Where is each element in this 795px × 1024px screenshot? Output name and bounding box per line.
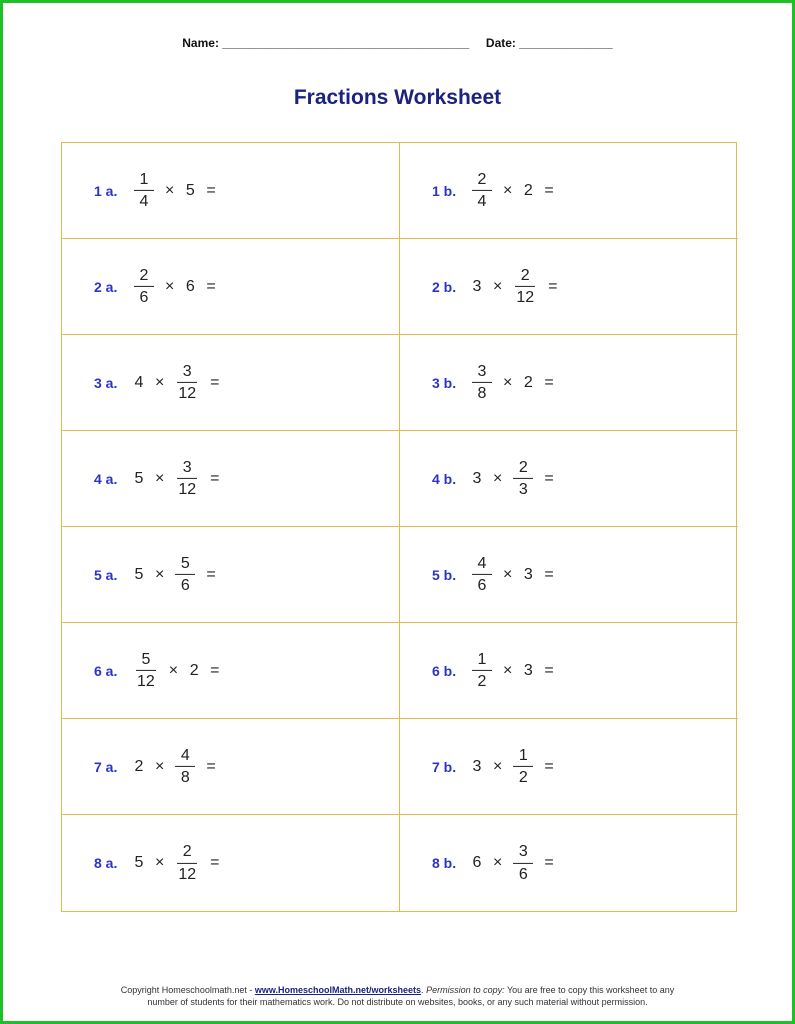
problem-expression bbox=[470, 458, 554, 498]
problem-expression bbox=[132, 554, 216, 594]
date-label: Date: bbox=[485, 36, 516, 50]
problem-expression bbox=[470, 362, 554, 402]
fraction-denominator: 8 bbox=[180, 769, 190, 786]
fraction-numerator: 3 bbox=[177, 362, 197, 383]
multiply-sign: × bbox=[503, 373, 513, 391]
multiply-sign: × bbox=[493, 469, 503, 487]
fraction-denominator: 4 bbox=[139, 193, 149, 210]
worksheet-title: Fractions Worksheet bbox=[293, 86, 502, 109]
footer-copyright: Copyright Homeschoolmath.net - bbox=[120, 985, 255, 995]
problem-label: 2 b. bbox=[432, 278, 457, 295]
fraction bbox=[175, 458, 199, 498]
whole-number: 2 bbox=[523, 181, 533, 199]
whole-number: 2 bbox=[134, 757, 144, 775]
name-label: Name: bbox=[182, 36, 219, 50]
whole-number: 3 bbox=[523, 661, 533, 679]
whole-number: 2 bbox=[523, 373, 533, 391]
fraction bbox=[134, 170, 154, 210]
multiply-sign: × bbox=[155, 854, 165, 871]
problem-cell bbox=[400, 431, 738, 527]
equals-sign: = bbox=[544, 181, 554, 199]
fraction bbox=[513, 458, 533, 498]
multiply-sign: × bbox=[155, 757, 165, 775]
problem-expression bbox=[470, 746, 554, 786]
multiply-sign: × bbox=[155, 469, 165, 487]
fraction bbox=[175, 843, 199, 883]
problem-expression bbox=[470, 650, 554, 690]
equals-sign: = bbox=[206, 181, 216, 199]
problem-grid bbox=[61, 142, 737, 912]
footer-permission-label: Permission to copy: bbox=[426, 985, 505, 995]
problem-expression bbox=[132, 843, 219, 883]
problem-label: 3 b. bbox=[432, 374, 457, 391]
whole-number: 4 bbox=[134, 373, 144, 391]
problem-expression bbox=[132, 266, 216, 306]
fraction-numerator: 2 bbox=[134, 266, 154, 287]
fraction-denominator: 6 bbox=[139, 289, 149, 306]
footer-line-1 bbox=[3, 984, 792, 996]
fraction-denominator: 6 bbox=[180, 577, 190, 594]
whole-number: 5 bbox=[134, 854, 144, 871]
multiply-sign: × bbox=[165, 181, 175, 199]
problem-cell bbox=[62, 143, 400, 239]
equals-sign: = bbox=[544, 565, 554, 583]
multiply-sign: × bbox=[155, 373, 165, 391]
multiply-sign: × bbox=[165, 277, 175, 295]
fraction-numerator: 3 bbox=[472, 362, 492, 383]
problem-label: 1 b. bbox=[432, 182, 457, 199]
fraction bbox=[134, 266, 154, 306]
equals-sign: = bbox=[544, 854, 554, 871]
fraction bbox=[175, 362, 199, 402]
problem-label: 5 b. bbox=[432, 566, 457, 583]
fraction-numerator: 5 bbox=[175, 554, 195, 575]
problem-expression bbox=[132, 362, 219, 402]
equals-sign: = bbox=[544, 661, 554, 679]
fraction-numerator: 3 bbox=[513, 843, 533, 864]
fraction-numerator: 5 bbox=[136, 650, 156, 671]
fraction bbox=[472, 170, 492, 210]
problem-label: 2 a. bbox=[94, 278, 118, 295]
problem-cell bbox=[62, 335, 400, 431]
whole-number: 6 bbox=[472, 854, 482, 871]
problem-cell bbox=[400, 623, 738, 719]
problem-cell bbox=[62, 815, 400, 911]
problem-label: 6 a. bbox=[94, 662, 118, 679]
fraction-numerator: 4 bbox=[175, 746, 195, 767]
equals-sign: = bbox=[544, 469, 554, 487]
student-info-line bbox=[3, 36, 792, 50]
problem-cell bbox=[62, 239, 400, 335]
fraction-numerator: 2 bbox=[513, 458, 533, 479]
equals-sign: = bbox=[206, 565, 216, 583]
problem-label: 4 b. bbox=[432, 470, 457, 487]
problem-expression bbox=[470, 843, 554, 883]
fraction-denominator: 8 bbox=[477, 385, 487, 402]
multiply-sign: × bbox=[155, 565, 165, 583]
fraction-numerator: 3 bbox=[177, 458, 197, 479]
fraction bbox=[175, 746, 195, 786]
fraction-denominator: 12 bbox=[178, 385, 197, 402]
problem-expression bbox=[132, 170, 216, 210]
problem-label: 8 b. bbox=[432, 855, 457, 871]
problem-cell bbox=[400, 239, 738, 335]
problem-cell bbox=[400, 143, 738, 239]
problem-expression bbox=[132, 458, 219, 498]
problem-label: 1 a. bbox=[94, 182, 118, 199]
fraction-denominator: 12 bbox=[178, 481, 197, 498]
fraction-denominator: 2 bbox=[518, 769, 528, 786]
multiply-sign: × bbox=[493, 854, 503, 871]
fraction-denominator: 3 bbox=[518, 481, 528, 498]
whole-number: 6 bbox=[185, 277, 195, 295]
fraction bbox=[472, 362, 492, 402]
multiply-sign: × bbox=[503, 661, 513, 679]
equals-sign: = bbox=[210, 469, 220, 487]
equals-sign: = bbox=[210, 661, 220, 679]
fraction-numerator: 2 bbox=[177, 843, 197, 864]
fraction-denominator: 4 bbox=[477, 193, 487, 210]
problem-label: 6 b. bbox=[432, 662, 457, 679]
fraction bbox=[513, 266, 537, 306]
problem-label: 5 a. bbox=[94, 566, 118, 583]
fraction-denominator: 12 bbox=[178, 865, 197, 883]
problem-cell bbox=[400, 815, 738, 911]
equals-sign: = bbox=[206, 757, 216, 775]
equals-sign: = bbox=[210, 373, 220, 391]
problem-expression bbox=[132, 650, 219, 690]
whole-number: 3 bbox=[472, 469, 482, 487]
fraction-numerator: 4 bbox=[472, 554, 492, 575]
footer-permission-text-1: You are free to copy this worksheet to any bbox=[504, 985, 675, 995]
fraction-numerator: 2 bbox=[472, 170, 492, 191]
problem-cell bbox=[62, 623, 400, 719]
equals-sign: = bbox=[210, 854, 220, 871]
footer-line-2: number of students for their mathematics work. Do not distribute on websites, books, or any such material without permission. bbox=[147, 997, 648, 1007]
date-blank: ______________ bbox=[519, 36, 613, 50]
fraction-numerator: 1 bbox=[513, 746, 533, 767]
fraction-numerator: 2 bbox=[515, 266, 535, 287]
copyright-footer bbox=[3, 984, 792, 1008]
problem-cell bbox=[62, 527, 400, 623]
problem-label: 4 a. bbox=[94, 470, 118, 487]
fraction-denominator: 12 bbox=[137, 673, 155, 690]
problem-expression bbox=[132, 746, 216, 786]
name-blank: _____________________________________ bbox=[222, 36, 470, 50]
fraction bbox=[513, 843, 533, 883]
fraction-numerator: 1 bbox=[134, 170, 154, 191]
fraction bbox=[175, 554, 195, 594]
problem-cell bbox=[62, 431, 400, 527]
fraction bbox=[513, 746, 533, 786]
fraction-denominator: 6 bbox=[518, 865, 528, 883]
multiply-sign: × bbox=[168, 661, 179, 679]
problem-cell bbox=[400, 335, 738, 431]
multiply-sign: × bbox=[493, 277, 503, 295]
problem-cell bbox=[400, 527, 738, 623]
problem-expression bbox=[470, 554, 554, 594]
problem-expression bbox=[470, 266, 557, 306]
whole-number: 3 bbox=[472, 277, 482, 295]
whole-number: 5 bbox=[134, 565, 144, 583]
fraction-numerator: 1 bbox=[472, 650, 492, 671]
multiply-sign: × bbox=[503, 565, 513, 583]
multiply-sign: × bbox=[503, 181, 513, 199]
fraction-denominator: 12 bbox=[516, 289, 535, 306]
whole-number: 3 bbox=[472, 757, 482, 775]
problem-label: 7 b. bbox=[432, 758, 457, 775]
fraction-denominator: 6 bbox=[477, 577, 487, 594]
whole-number: 2 bbox=[189, 661, 199, 679]
whole-number: 5 bbox=[134, 469, 144, 487]
footer-link[interactable]: www.HomeschoolMath.net/worksheets bbox=[254, 985, 422, 995]
fraction-denominator: 2 bbox=[477, 673, 487, 690]
problem-expression bbox=[470, 170, 554, 210]
footer-period: . bbox=[421, 985, 424, 995]
equals-sign: = bbox=[544, 757, 554, 775]
problem-label: 3 a. bbox=[94, 374, 118, 391]
problem-label: 8 a. bbox=[94, 855, 118, 871]
problem-cell bbox=[400, 719, 738, 815]
fraction bbox=[134, 650, 158, 690]
whole-number: 5 bbox=[185, 181, 195, 199]
fraction bbox=[472, 650, 492, 690]
multiply-sign: × bbox=[493, 757, 503, 775]
equals-sign: = bbox=[548, 277, 558, 295]
whole-number: 3 bbox=[523, 565, 533, 583]
problem-cell bbox=[62, 719, 400, 815]
problem-label: 7 a. bbox=[94, 758, 118, 775]
equals-sign: = bbox=[544, 373, 554, 391]
fraction bbox=[472, 554, 492, 594]
equals-sign: = bbox=[206, 277, 216, 295]
